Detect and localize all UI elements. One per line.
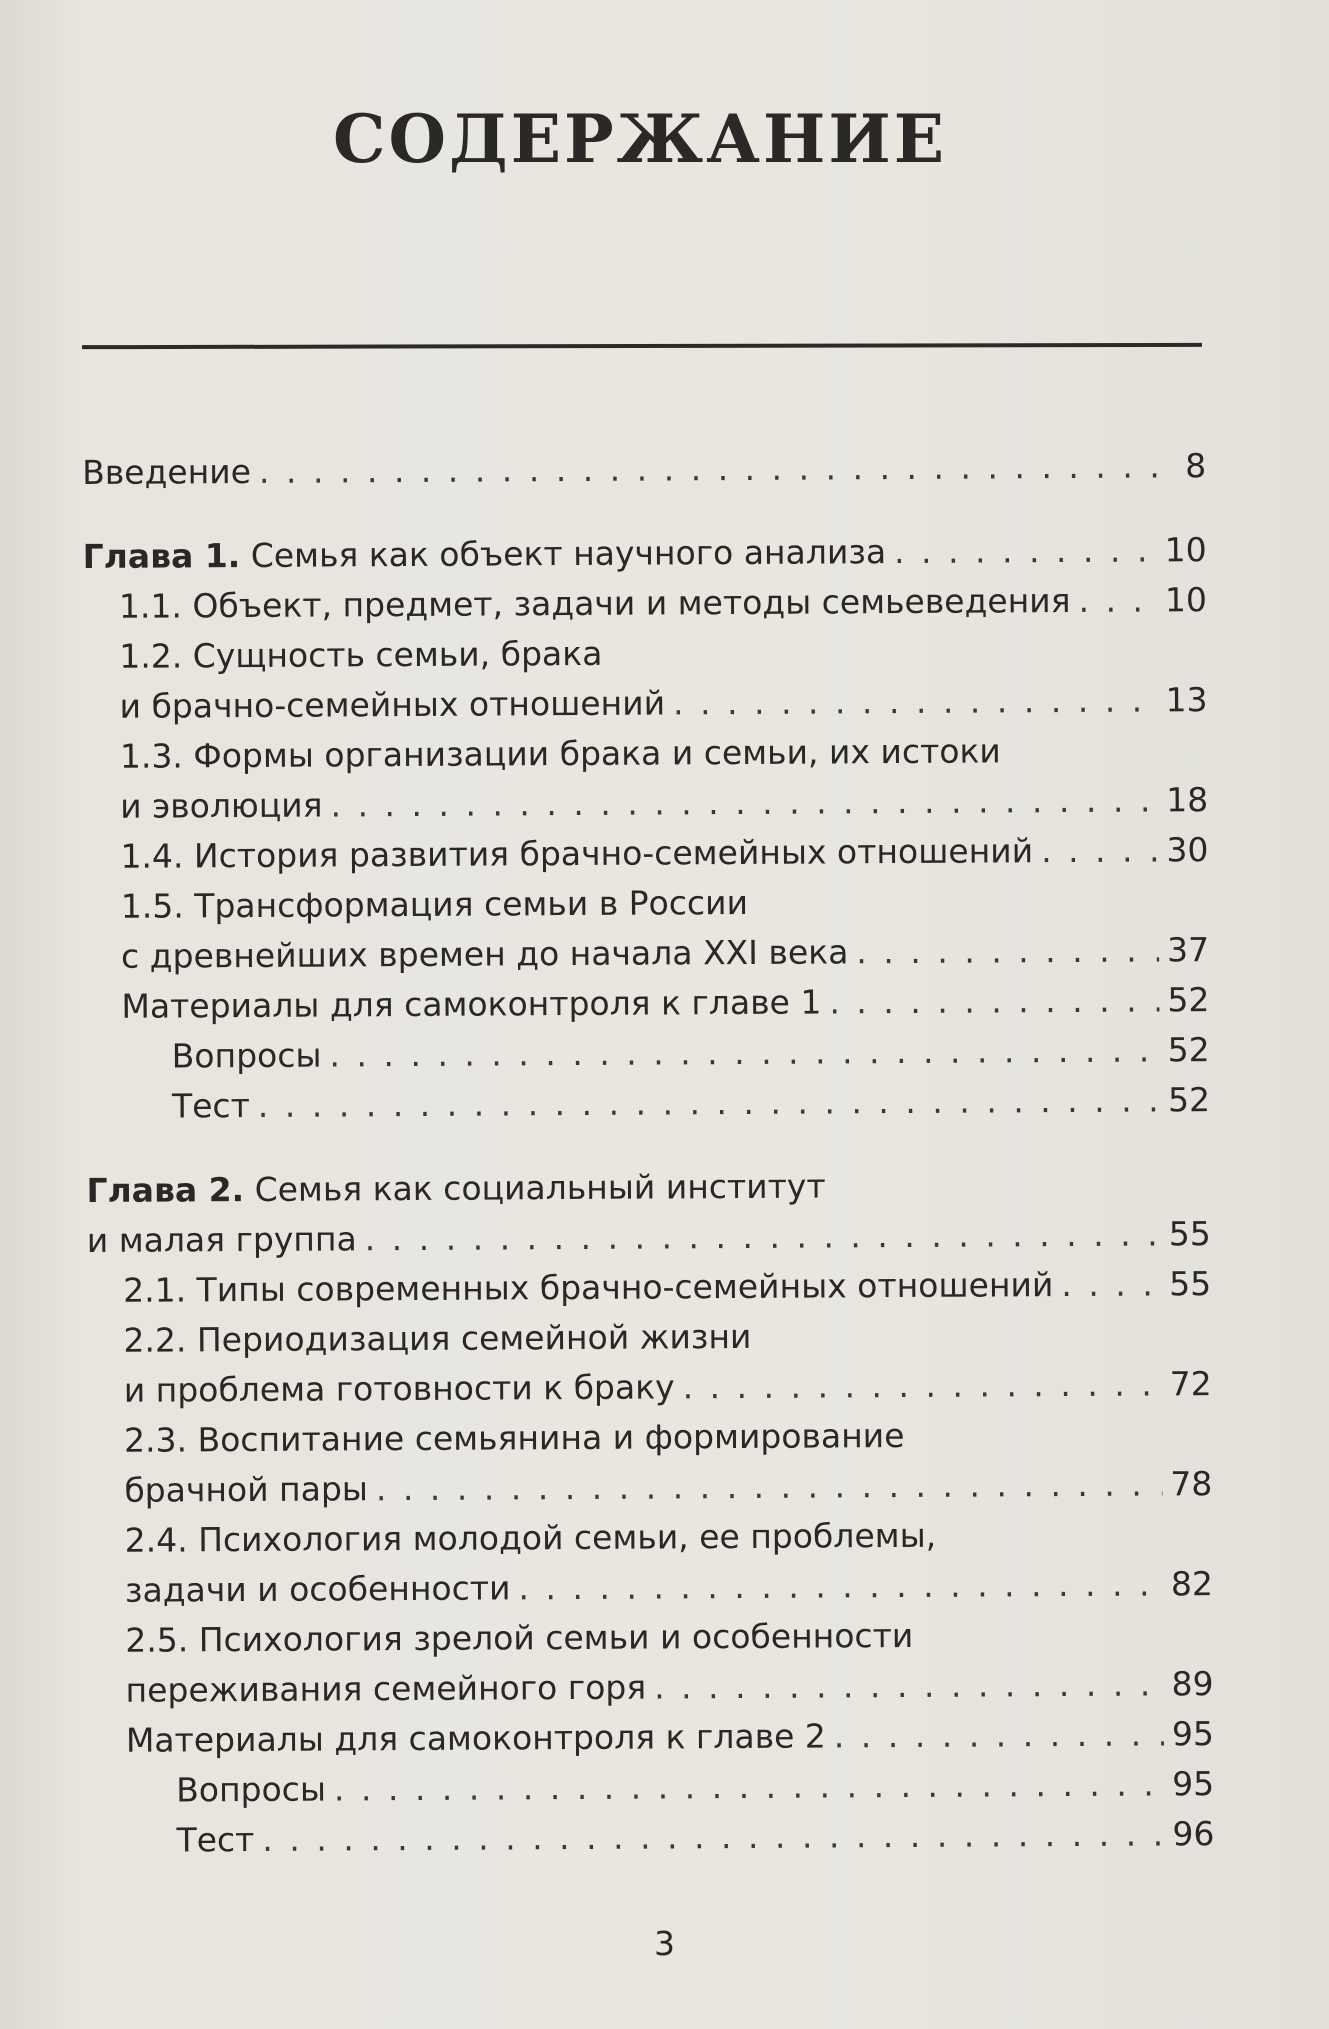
toc-page-number: 89 (1171, 1664, 1214, 1704)
toc-entry-text: и эволюция (120, 785, 323, 826)
toc-entry-text: 1.3. Формы организации брака и семьи, их истоки (119, 731, 1001, 776)
toc-entry-text: 1.5. Трансформация семьи в России (120, 882, 749, 926)
dot-leader (1041, 825, 1159, 876)
toc-page-number: 18 (1166, 780, 1209, 820)
toc-entry-text: Введение (82, 451, 252, 492)
toc-line (124, 1409, 1212, 1466)
toc-line (86, 1159, 1210, 1216)
toc-line (123, 1309, 1211, 1366)
toc-page-number: 55 (1169, 1264, 1212, 1304)
toc-line (126, 1709, 1214, 1766)
toc-line (124, 1459, 1212, 1516)
toc-line (119, 575, 1207, 632)
toc-entry[interactable] (84, 725, 1209, 832)
dot-leader (334, 1759, 1165, 1814)
toc-page-number: 10 (1164, 580, 1208, 620)
dot-leader (673, 675, 1158, 728)
toc-entry-text: и малая группа (86, 1219, 357, 1260)
toc-entry-text: 2.4. Психология молодой семьи, ее проблемы, (124, 1515, 937, 1560)
toc-entry[interactable] (89, 1509, 1214, 1616)
toc-entry-text: Тест (171, 1085, 250, 1126)
dot-leader (518, 1559, 1163, 1613)
dot-leader (365, 1209, 1161, 1264)
toc-line (119, 625, 1207, 682)
toc-entry-text: и проблема готовности к браку (123, 1367, 675, 1410)
toc-page-number: 55 (1168, 1214, 1211, 1254)
toc-entry[interactable] (82, 441, 1206, 498)
toc-line (125, 1659, 1213, 1716)
dot-leader (258, 1075, 1160, 1131)
toc-page-number: 8 (1185, 446, 1207, 486)
toc-entry[interactable] (85, 875, 1210, 982)
title-rule (82, 343, 1202, 349)
toc-page-number: 52 (1167, 1030, 1210, 1070)
dot-leader (376, 1459, 1163, 1514)
dot-leader (1061, 1259, 1161, 1310)
toc-page-number: 37 (1166, 930, 1210, 970)
toc-page-number: 52 (1167, 1080, 1211, 1120)
toc-line (121, 975, 1209, 1032)
toc-chapter[interactable] (86, 1159, 1211, 1266)
toc-entry-text: Вопросы (176, 1769, 327, 1810)
toc-entry-text: Глава 1. Семья как объект научного анализа (82, 532, 887, 576)
toc-entry[interactable] (83, 575, 1207, 632)
toc-entry-text: Глава 2. Семья как социальный институт (86, 1166, 826, 1210)
dot-leader (834, 1709, 1164, 1761)
toc-entry-text: Тест (176, 1819, 255, 1860)
toc-entry[interactable] (88, 1409, 1213, 1516)
toc-entry-text: Материалы для самоконтроля к главе 2 (125, 1716, 826, 1760)
toc-page-number: 72 (1169, 1364, 1212, 1404)
toc-page-number: 78 (1170, 1464, 1213, 1504)
dot-leader (329, 1025, 1160, 1080)
toc-line (176, 1809, 1214, 1865)
toc-entry-text: брачной пары (124, 1469, 369, 1510)
toc-entry[interactable] (90, 1759, 1214, 1816)
toc-entry-text: с древнейших времен до начала XXI века (120, 932, 849, 976)
dot-leader (262, 1809, 1164, 1865)
toc-line (87, 1209, 1211, 1266)
page-number: 3 (654, 1924, 675, 1963)
table-of-contents (82, 441, 1215, 1866)
toc-line (120, 725, 1208, 782)
toc-line (120, 825, 1208, 882)
toc-chapter[interactable] (83, 525, 1207, 582)
toc-entry[interactable] (84, 825, 1208, 882)
toc-entry-text: 2.2. Периодизация семейной жизни (123, 1316, 752, 1360)
toc-entry[interactable] (90, 1709, 1214, 1766)
toc-entry[interactable] (83, 625, 1208, 732)
toc-line (124, 1359, 1212, 1416)
toc-line (125, 1559, 1213, 1616)
toc-entry-text: задачи и особенности (124, 1568, 511, 1610)
toc-entry-text: 2.3. Воспитание семьянина и формирование (123, 1415, 905, 1460)
toc-line (125, 1509, 1213, 1566)
toc-entry[interactable] (85, 975, 1209, 1032)
toc-page-number: 52 (1167, 980, 1210, 1020)
toc-page-number: 30 (1166, 830, 1209, 870)
chapter-label: Глава 2. (86, 1170, 245, 1210)
toc-entry-text: 1.1. Объект, предмет, задачи и методы семьеведения (118, 580, 1071, 626)
toc-entry-text: 1.2. Сущность семьи, брака (119, 633, 603, 676)
toc-page-number: 10 (1164, 530, 1207, 570)
toc-line (121, 925, 1209, 982)
toc-entry[interactable] (87, 1259, 1211, 1316)
toc-line (120, 775, 1208, 832)
toc-entry-text: 2.1. Типы современных брачно-семейных отношений (123, 1265, 1054, 1310)
dot-leader (1078, 575, 1157, 625)
toc-entry[interactable] (90, 1809, 1214, 1866)
page-title: СОДЕРЖАНИЕ (332, 100, 947, 178)
toc-entry[interactable] (87, 1309, 1212, 1416)
toc-line (176, 1759, 1214, 1815)
toc-line (83, 525, 1207, 582)
dot-leader (894, 525, 1157, 577)
toc-page-number: 95 (1172, 1764, 1215, 1804)
toc-entry[interactable] (89, 1609, 1214, 1716)
toc-page-number: 95 (1171, 1714, 1214, 1754)
dot-leader (856, 925, 1159, 977)
toc-page-number: 82 (1170, 1564, 1214, 1604)
toc-entry-text: 1.4. История развития брачно-семейных отношений (120, 831, 1034, 876)
dot-leader (330, 775, 1158, 830)
toc-entry-text: Материалы для самоконтроля к главе 1 (121, 982, 822, 1026)
toc-entry[interactable] (86, 1075, 1210, 1132)
toc-entry-text: и брачно-семейных отношений (119, 683, 666, 726)
toc-entry-text: 2.5. Психология зрелой семьи и особенности (125, 1615, 914, 1660)
toc-line (172, 1025, 1210, 1081)
dot-leader (829, 975, 1159, 1027)
toc-line (123, 1259, 1211, 1316)
toc-line (125, 1609, 1213, 1666)
toc-line (172, 1075, 1210, 1131)
dot-leader (654, 1659, 1164, 1712)
dot-leader (259, 441, 1158, 496)
chapter-label: Глава 1. (82, 536, 241, 576)
toc-page-number: 13 (1165, 680, 1208, 720)
toc-entry-text: переживания семейного горя (125, 1667, 647, 1710)
toc-page-number: 96 (1172, 1814, 1215, 1854)
toc-line (82, 441, 1206, 498)
toc-entry[interactable] (86, 1025, 1210, 1082)
toc-line (121, 875, 1209, 932)
toc-entry-text: Вопросы (171, 1035, 322, 1076)
dot-leader (682, 1359, 1161, 1412)
toc-line (119, 675, 1207, 732)
